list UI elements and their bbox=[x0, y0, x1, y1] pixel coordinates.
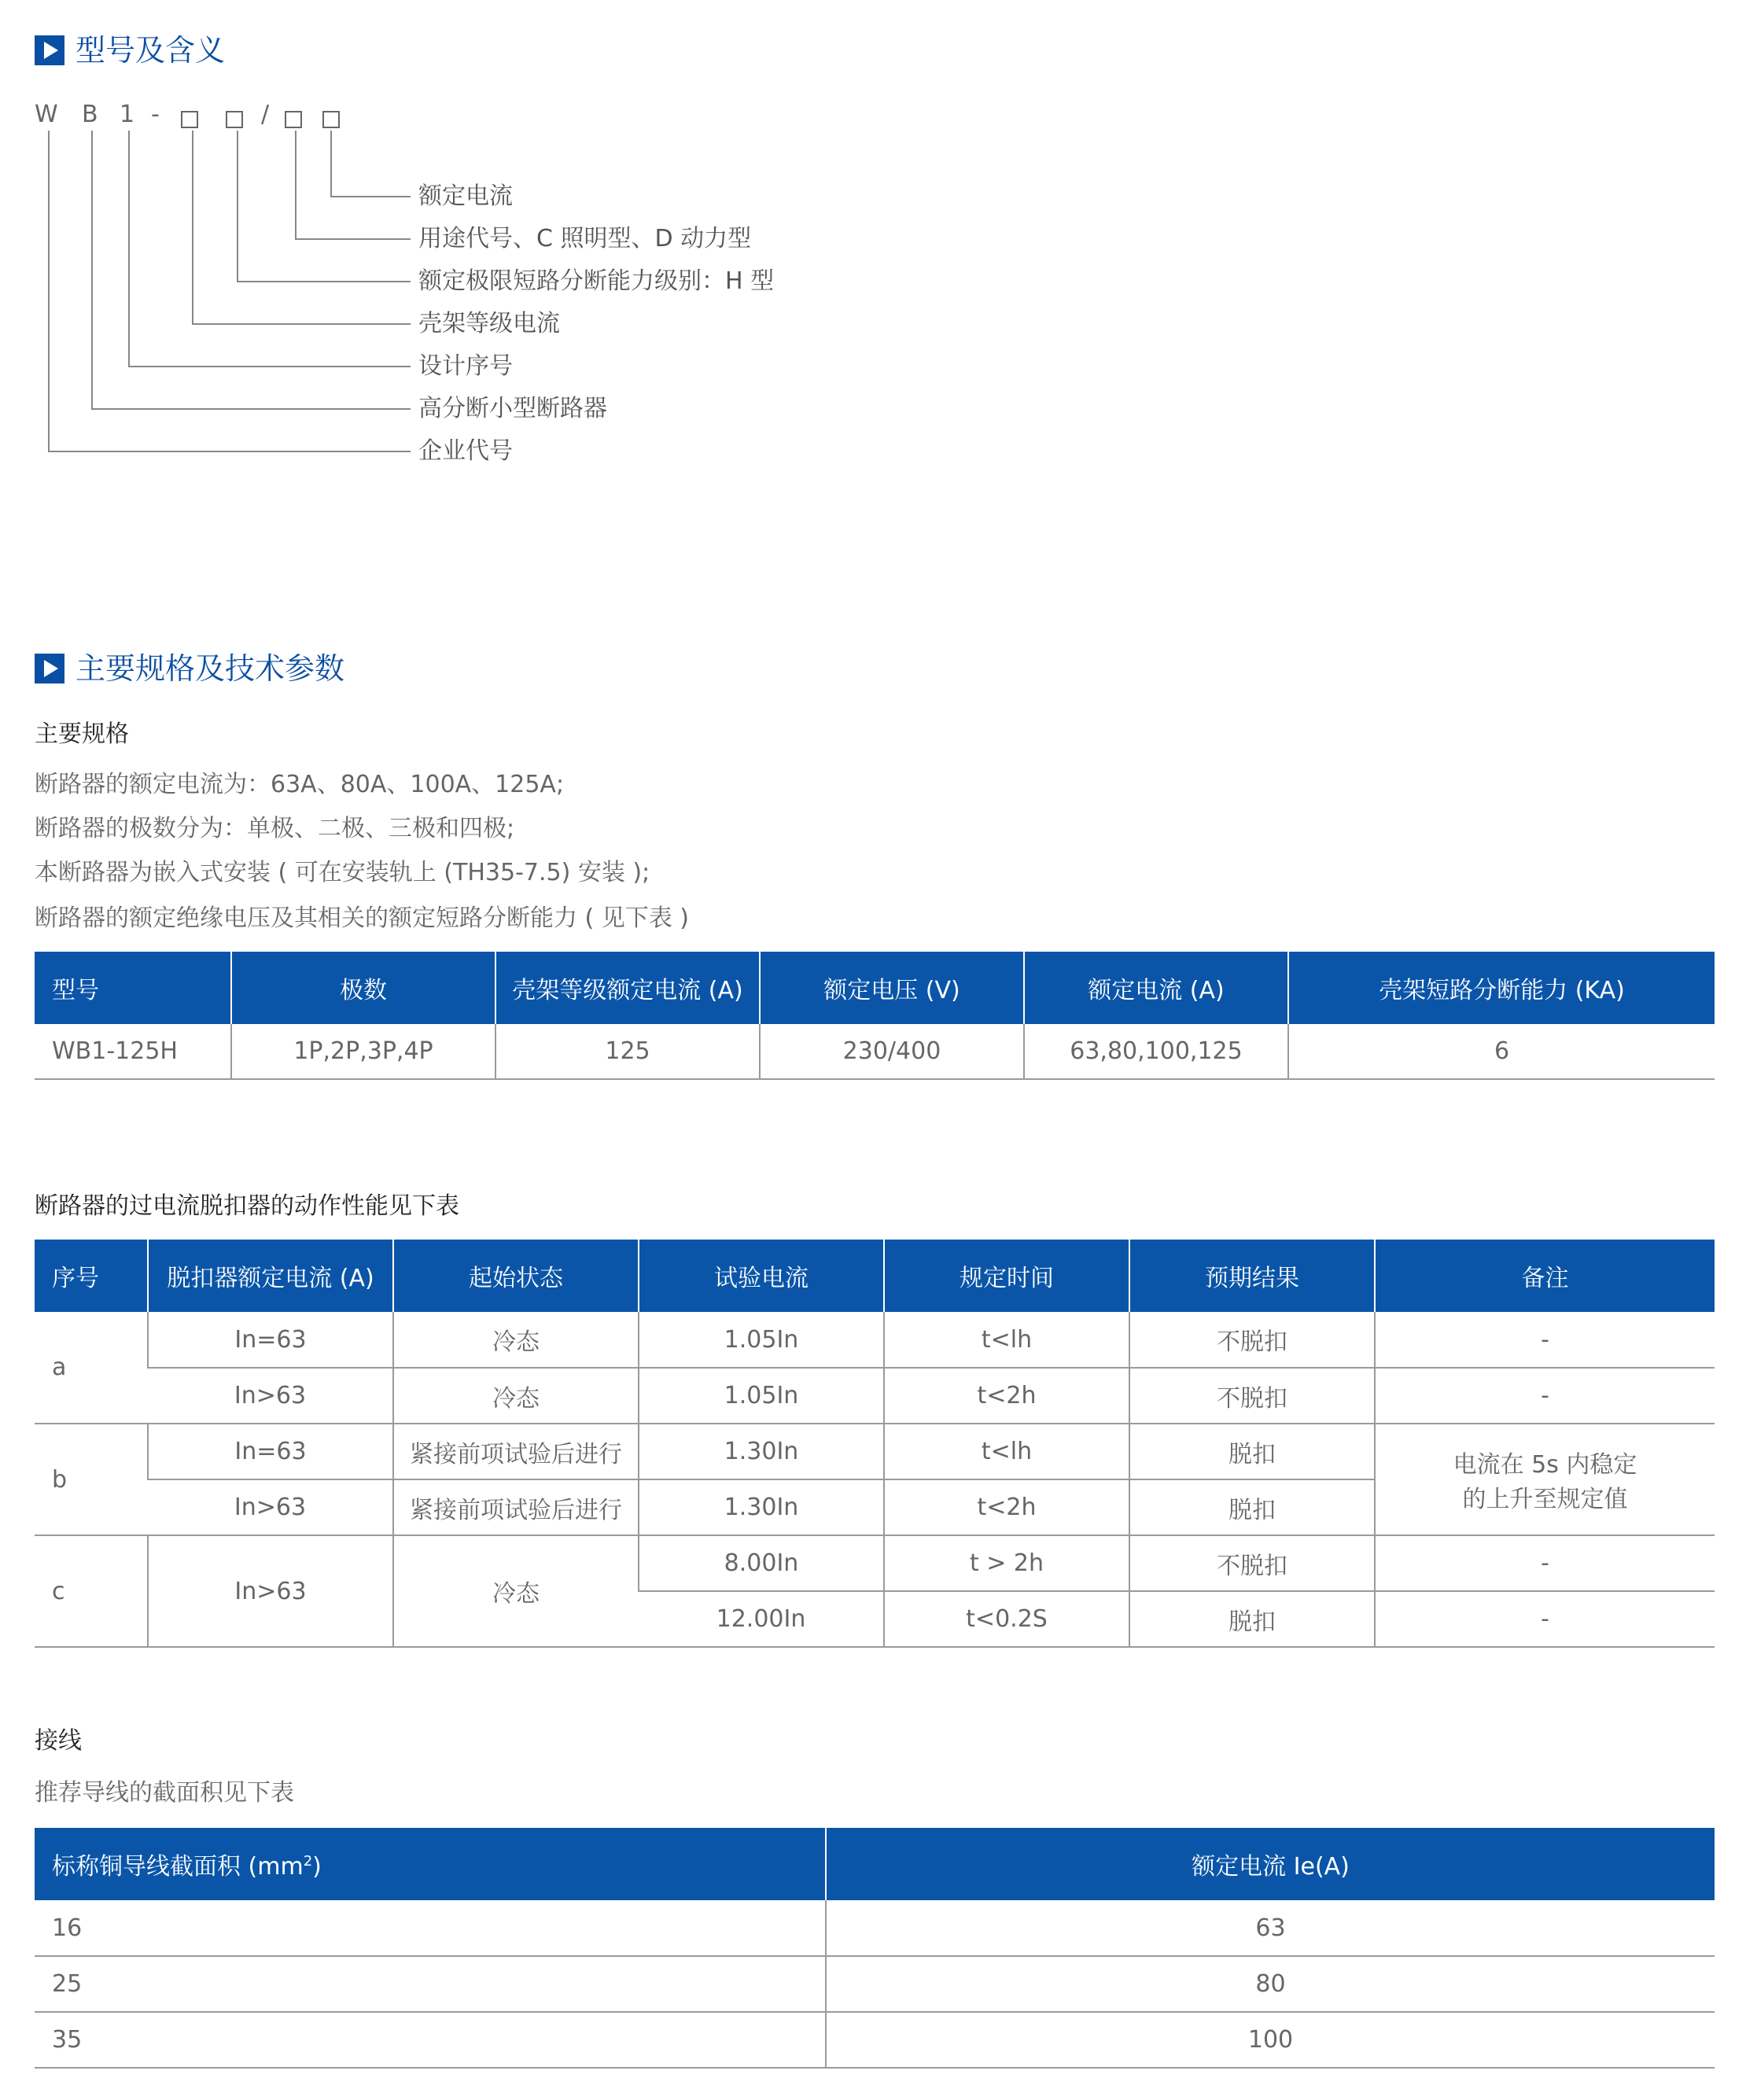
table-cell: In>63 bbox=[148, 1479, 393, 1535]
section-title: 主要规格及技术参数 bbox=[76, 651, 345, 686]
wiring-desc: 推荐导线的截面积见下表 bbox=[35, 1779, 294, 1807]
section-title: 型号及含义 bbox=[76, 33, 226, 68]
table-cell: 100 bbox=[826, 2012, 1715, 2068]
table-cell: - bbox=[1375, 1591, 1715, 1647]
wire-table bbox=[35, 1828, 1715, 2069]
table-cell: WB1-125H bbox=[35, 1024, 231, 1079]
table-cell: 1.30In bbox=[639, 1479, 884, 1535]
column-header: 标称铜导线截面积 $(mm^2)$ bbox=[35, 1828, 826, 1900]
column-header: 额定电流 Ie(A) bbox=[826, 1828, 1715, 1900]
table-row bbox=[35, 1535, 1715, 1591]
table-cell: In=63 bbox=[148, 1424, 393, 1479]
table-cell: 1.05In bbox=[639, 1312, 884, 1368]
table-cell: - bbox=[1375, 1535, 1715, 1591]
table-cell: In>63 bbox=[148, 1535, 393, 1647]
code-dash: - bbox=[151, 101, 160, 128]
table-cell: 紧接前项试验后进行 bbox=[393, 1479, 639, 1535]
code-slash: / bbox=[261, 101, 270, 128]
table-cell: 1P,2P,3P,4P bbox=[231, 1024, 495, 1079]
table-cell: 不脱扣 bbox=[1129, 1535, 1375, 1591]
table-cell: t<lh bbox=[884, 1424, 1129, 1479]
table-cell: 8.00In bbox=[639, 1535, 884, 1591]
table-row bbox=[35, 1900, 1715, 1956]
table-cell: In>63 bbox=[148, 1368, 393, 1424]
specs-heading: 主要规格 bbox=[35, 720, 129, 748]
spec-table bbox=[35, 952, 1715, 1080]
legend-item: 额定电流 bbox=[418, 182, 513, 210]
code-char: 1 bbox=[120, 101, 135, 128]
legend-item: 用途代号、C 照明型、D 动力型 bbox=[418, 225, 752, 252]
table-cell: 脱扣 bbox=[1129, 1424, 1375, 1479]
column-header: 额定电流 (A) bbox=[1024, 952, 1288, 1024]
table-cell: 不脱扣 bbox=[1129, 1368, 1375, 1424]
wiring-heading: 接线 bbox=[35, 1727, 82, 1755]
table-cell: 冷态 bbox=[393, 1368, 639, 1424]
table-cell: 6 bbox=[1288, 1024, 1715, 1079]
table-header-row bbox=[35, 952, 1715, 1024]
column-header: 壳架等级额定电流 (A) bbox=[495, 952, 760, 1024]
table-cell: t<2h bbox=[884, 1479, 1129, 1535]
table-cell: 紧接前项试验后进行 bbox=[393, 1424, 639, 1479]
table-cell: t<2h bbox=[884, 1368, 1129, 1424]
spec-line: 本断路器为嵌入式安装 ( 可在安装轨上 (TH35-7.5) 安装 ); bbox=[35, 859, 650, 886]
section-header-specs bbox=[35, 651, 344, 686]
column-header: 序号 bbox=[35, 1240, 148, 1312]
table-header-row bbox=[35, 1240, 1715, 1312]
column-header: 试验电流 bbox=[639, 1240, 884, 1312]
table-cell: 冷态 bbox=[393, 1535, 639, 1647]
note-cell bbox=[1375, 1424, 1715, 1535]
table-cell: t<lh bbox=[884, 1312, 1129, 1368]
column-header: 预期结果 bbox=[1129, 1240, 1375, 1312]
note-line: 电流在 5s 内稳定 bbox=[1453, 1451, 1637, 1479]
table-row bbox=[35, 1312, 1715, 1368]
table-cell: 35 bbox=[35, 2012, 826, 2068]
table-cell: t > 2h bbox=[884, 1535, 1129, 1591]
play-icon bbox=[35, 654, 64, 683]
table-cell: 1.30In bbox=[639, 1424, 884, 1479]
column-header: 规定时间 bbox=[884, 1240, 1129, 1312]
table-row bbox=[35, 1424, 1715, 1479]
table-cell: 25 bbox=[35, 1956, 826, 2012]
column-header: 壳架短路分断能力 (KA) bbox=[1288, 952, 1715, 1024]
column-header: 型号 bbox=[35, 952, 231, 1024]
table-row bbox=[35, 1368, 1715, 1424]
column-header: 极数 bbox=[231, 952, 495, 1024]
trip-performance-table bbox=[35, 1240, 1715, 1648]
legend-item: 壳架等级电流 bbox=[418, 310, 560, 337]
column-header: 起始状态 bbox=[393, 1240, 639, 1312]
table-header-row bbox=[35, 1828, 1715, 1900]
table-cell: 脱扣 bbox=[1129, 1591, 1375, 1647]
code-char: B bbox=[82, 101, 98, 128]
legend-item: 设计序号 bbox=[418, 352, 513, 380]
legend-item: 高分断小型断路器 bbox=[418, 395, 607, 422]
table-row bbox=[35, 1956, 1715, 2012]
table-cell: - bbox=[1375, 1368, 1715, 1424]
column-header: 脱扣器额定电流 (A) bbox=[148, 1240, 393, 1312]
table-cell: 63,80,100,125 bbox=[1024, 1024, 1288, 1079]
table-cell: 63 bbox=[826, 1900, 1715, 1956]
legend-item: 企业代号 bbox=[418, 437, 513, 465]
table-cell: 脱扣 bbox=[1129, 1479, 1375, 1535]
spec-line: 断路器的额定电流为：63A、80A、100A、125A; bbox=[35, 771, 565, 798]
table-cell: 80 bbox=[826, 1956, 1715, 2012]
table-cell: - bbox=[1375, 1312, 1715, 1368]
table-cell: t<0.2S bbox=[884, 1591, 1129, 1647]
row-id: b bbox=[35, 1424, 148, 1535]
column-header: 额定电压 (V) bbox=[760, 952, 1024, 1024]
table-cell: 125 bbox=[495, 1024, 760, 1079]
table-row bbox=[35, 1024, 1715, 1079]
spec-line: 断路器的极数分为：单极、二极、三极和四极; bbox=[35, 815, 515, 842]
row-id: a bbox=[35, 1312, 148, 1424]
code-char: W bbox=[35, 101, 58, 128]
table-cell: 12.00In bbox=[639, 1591, 884, 1647]
table-cell: In=63 bbox=[148, 1312, 393, 1368]
table2-title: 断路器的过电流脱扣器的动作性能见下表 bbox=[35, 1192, 459, 1220]
row-id: c bbox=[35, 1535, 148, 1647]
table-cell: 冷态 bbox=[393, 1312, 639, 1368]
table-cell: 1.05In bbox=[639, 1368, 884, 1424]
table-row bbox=[35, 2012, 1715, 2068]
table-cell: 230/400 bbox=[760, 1024, 1024, 1079]
table-cell: 不脱扣 bbox=[1129, 1312, 1375, 1368]
code-connector-lines bbox=[0, 0, 1746, 488]
column-header: 备注 bbox=[1375, 1240, 1715, 1312]
table-cell: 16 bbox=[35, 1900, 826, 1956]
spec-line: 断路器的额定绝缘电压及其相关的额定短路分断能力 ( 见下表 ) bbox=[35, 904, 690, 932]
note-line: 的上升至规定值 bbox=[1462, 1486, 1628, 1513]
legend-item: 额定极限短路分断能力级别：H 型 bbox=[418, 267, 775, 295]
